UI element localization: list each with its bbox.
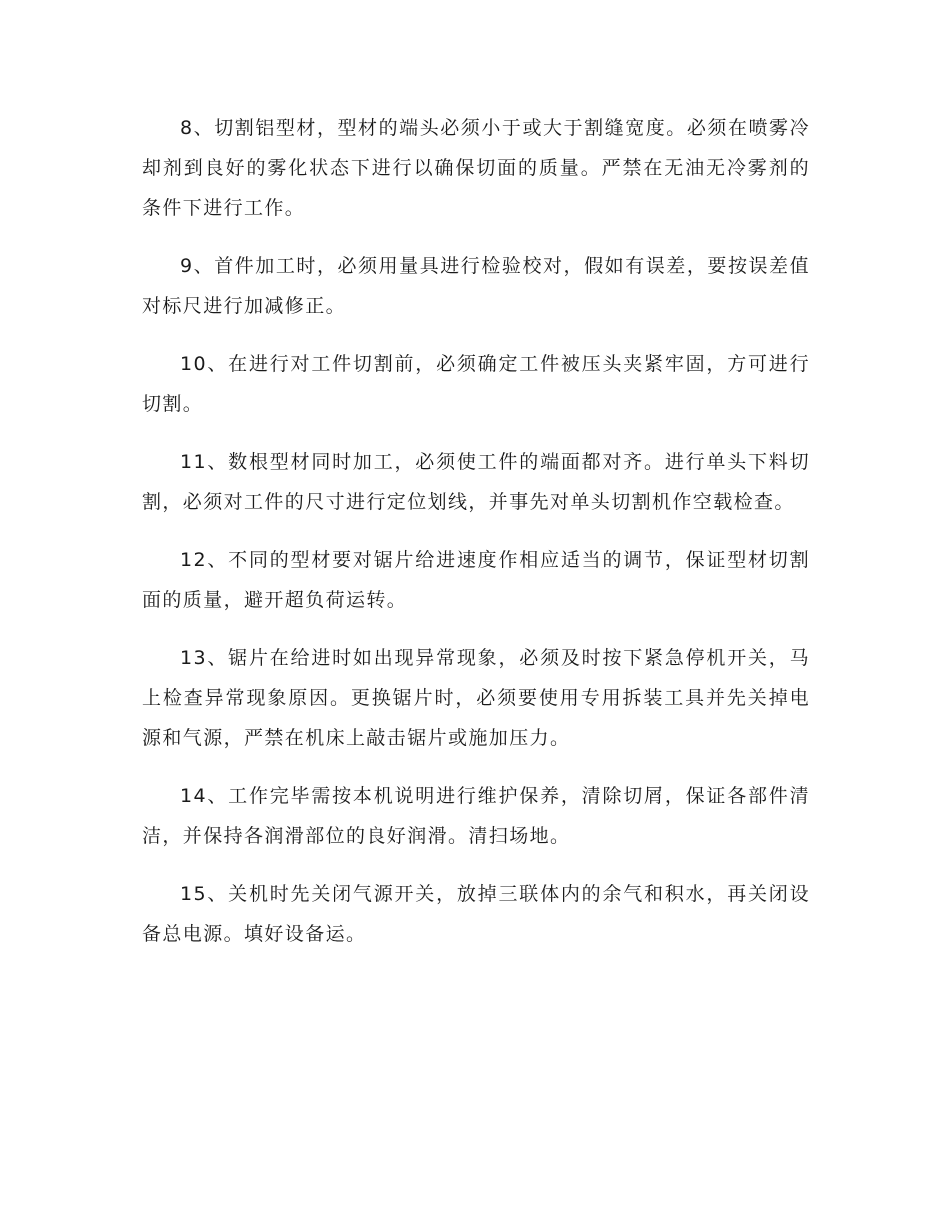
paragraph-item-8: 8、切割铝型材，型材的端头必须小于或大于割缝宽度。必须在喷雾冷却剂到良好的雾化状态下进行以确保切面的质量。严禁在无油无冷雾剂的条件下进行工作。 <box>142 117 810 219</box>
paragraph-item-12: 12、不同的型材要对锯片给进速度作相应适当的调节，保证型材切割面的质量，避开超负荷运转。 <box>142 549 810 611</box>
paragraph-item-9: 9、首件加工时，必须用量具进行检验校对，假如有误差，要按误差值对标尺进行加减修正。 <box>142 255 810 317</box>
document-body <box>142 108 810 972</box>
paragraph-item-13: 13、锯片在给进时如出现异常现象，必须及时按下紧急停机开关，马上检查异常现象原因。更换锯片时，必须要使用专用拆装工具并先关掉电源和气源，严禁在机床上敲击锯片或施加压力。 <box>142 647 810 749</box>
paragraph-item-10: 10、在进行对工件切割前，必须确定工件被压头夹紧牢固，方可进行切割。 <box>142 353 810 415</box>
paragraph-item-15: 15、关机时先关闭气源开关，放掉三联体内的余气和积水，再关闭设备总电源。填好设备运。 <box>142 883 810 945</box>
paragraph-item-14: 14、工作完毕需按本机说明进行维护保养，清除切屑，保证各部件清洁，并保持各润滑部位的良好润滑。清扫场地。 <box>142 785 810 847</box>
paragraph-item-11: 11、数根型材同时加工，必须使工件的端面都对齐。进行单头下料切割，必须对工件的尺寸进行定位划线，并事先对单头切割机作空载检查。 <box>142 451 810 513</box>
